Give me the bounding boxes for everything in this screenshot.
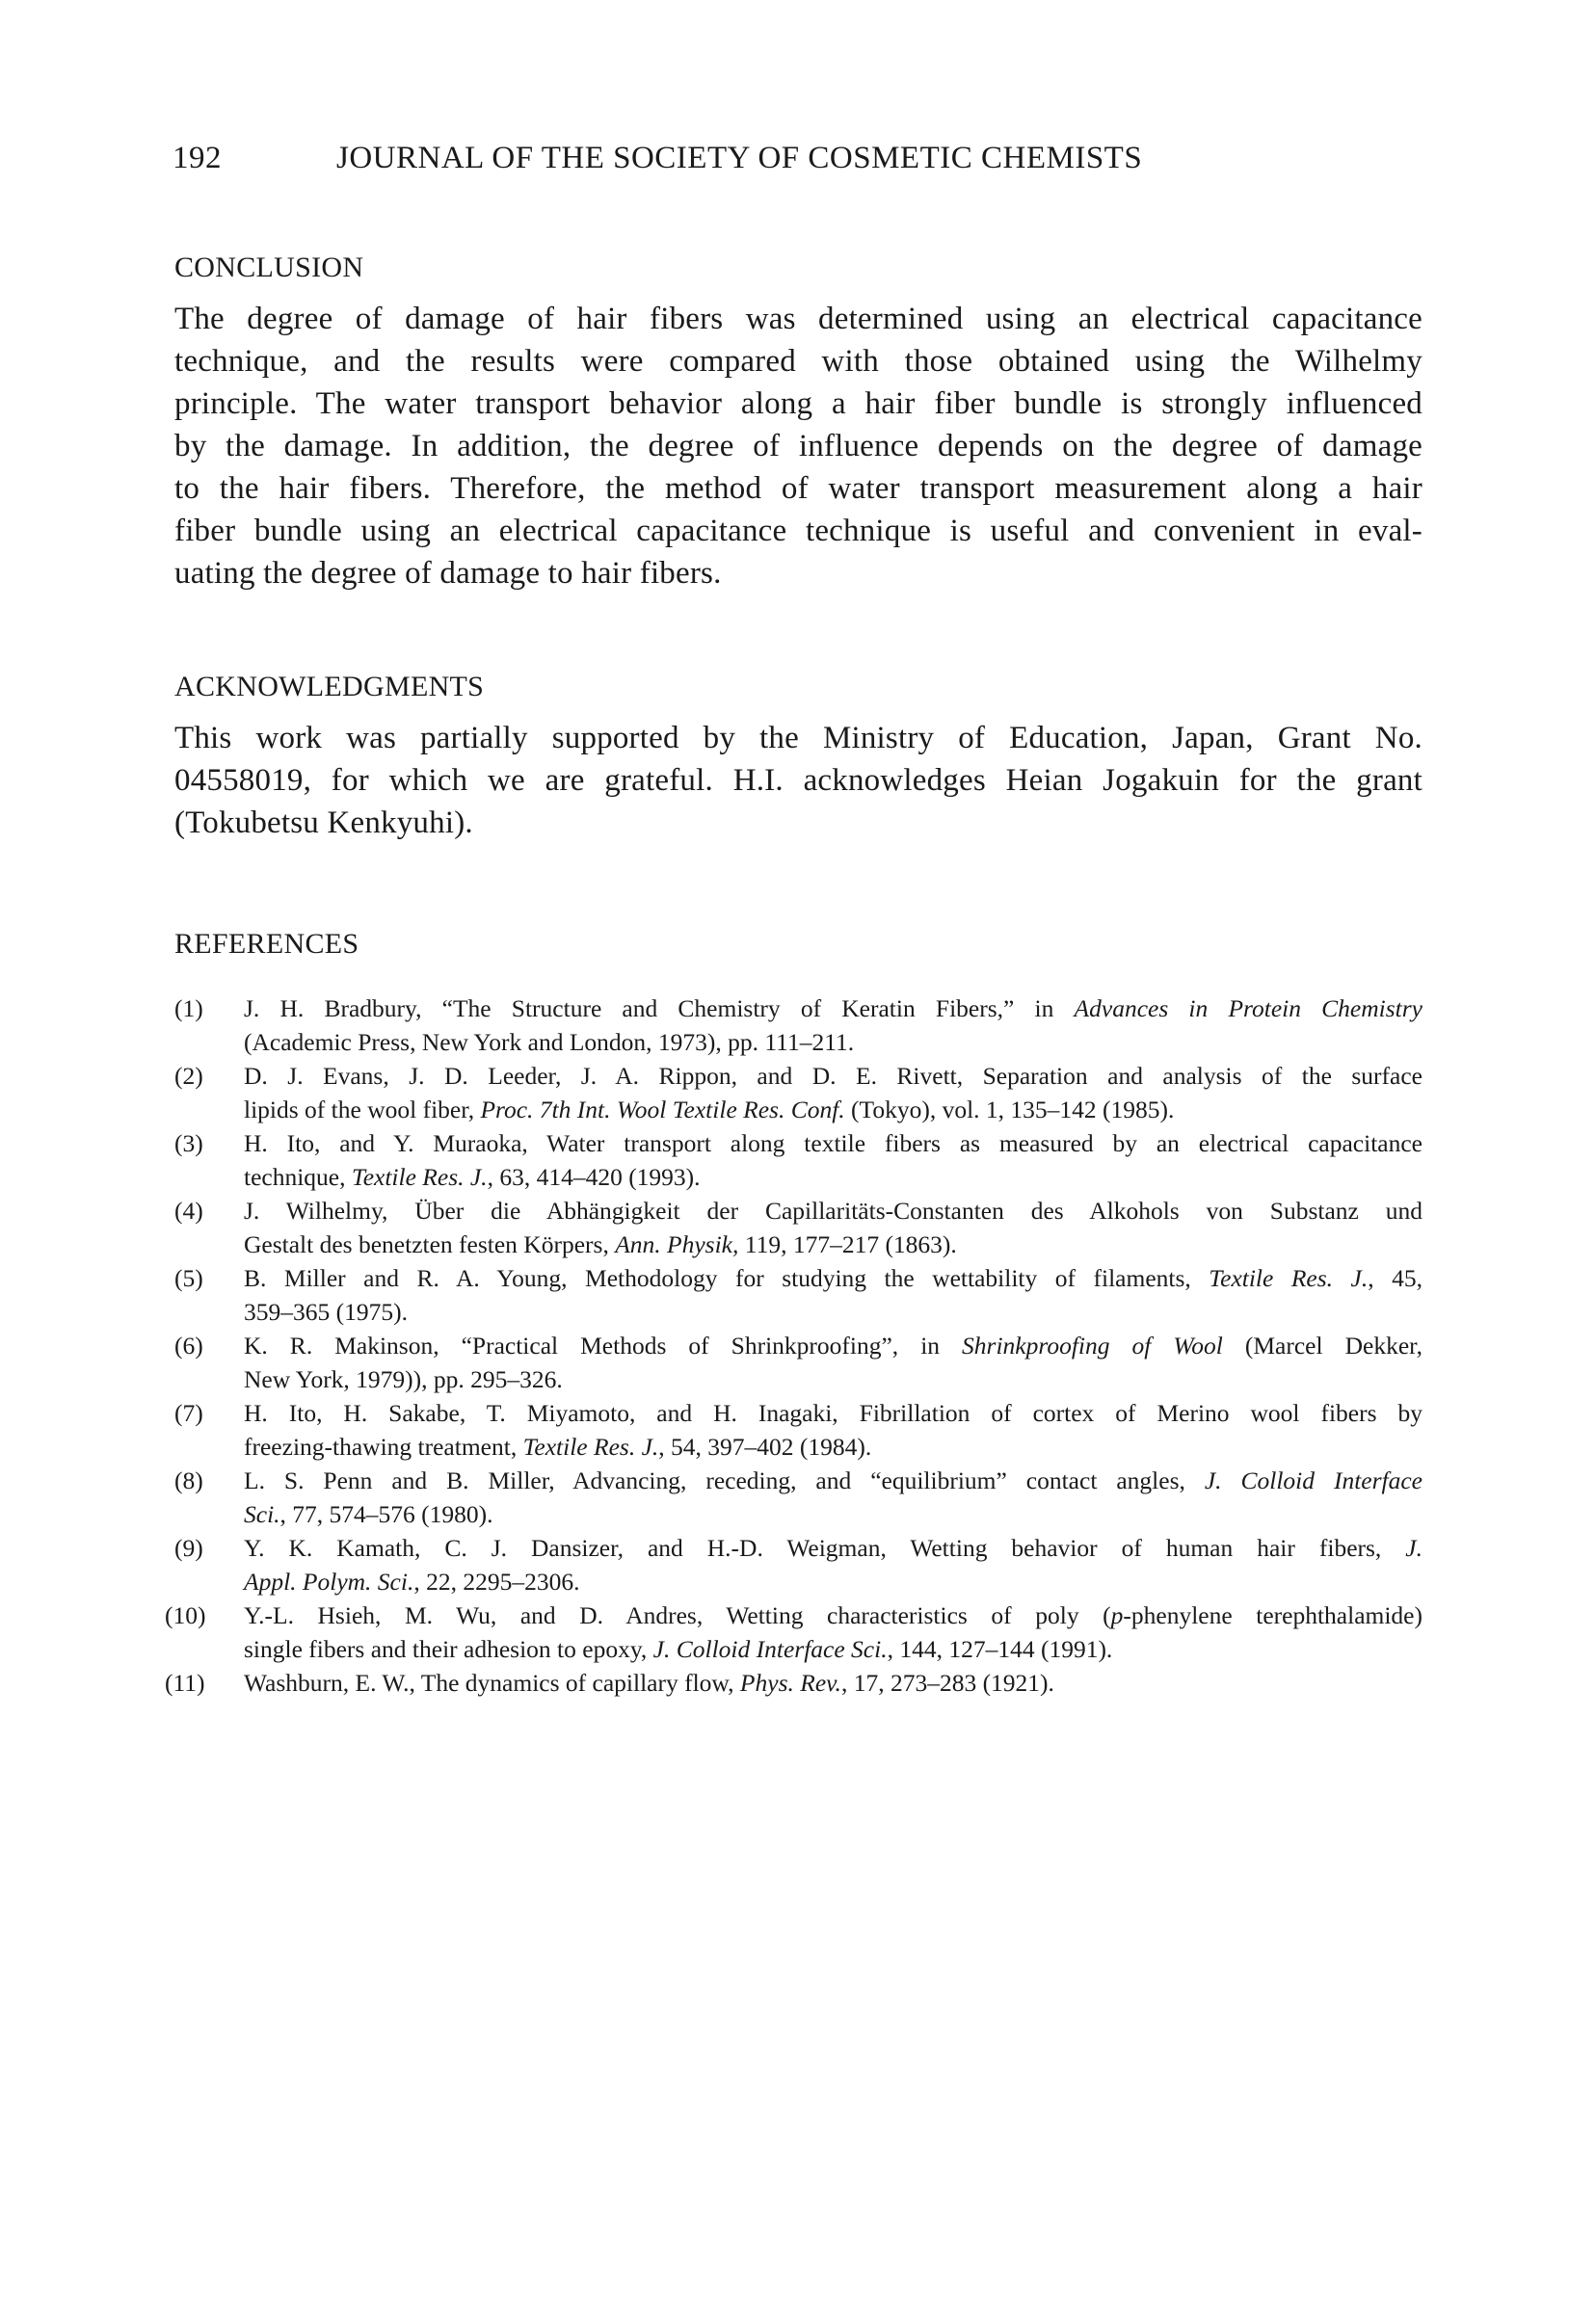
- reference-number: (10): [165, 1601, 206, 1629]
- reference-text: 119, 177–217 (1863).: [738, 1230, 957, 1258]
- reference-number: (8): [174, 1466, 203, 1494]
- reference-line: [244, 1295, 1422, 1329]
- reference-line: [244, 1565, 1422, 1598]
- reference-text: , 63, 414–420 (1993).: [487, 1163, 701, 1191]
- reference-line: [244, 1093, 1422, 1126]
- reference-number: (5): [174, 1264, 203, 1292]
- references-heading: REFERENCES: [174, 928, 359, 960]
- reference-text: J. H. Bradbury, “The Structure and Chemistry of Keratin Fibers,” in: [244, 994, 1075, 1022]
- text-line: The degree of damage of hair fibers was determined using an electrical capacitance: [174, 302, 1422, 336]
- reference-number: (9): [174, 1534, 203, 1562]
- reference-item: [174, 1396, 1422, 1464]
- reference-line: [244, 1025, 1422, 1059]
- reference-text: K. R. Makinson, “Practical Methods of Shrinkproofing”, in: [244, 1332, 963, 1360]
- reference-line: [244, 1430, 1422, 1464]
- reference-italic-text: Phys. Rev.: [739, 1669, 841, 1697]
- acknowledgments-paragraph: [174, 717, 1422, 844]
- reference-text: , 22, 2295–2306.: [413, 1568, 580, 1596]
- reference-italic-text: Ann. Physik,: [615, 1230, 739, 1258]
- page-number: 192: [173, 141, 222, 175]
- conclusion-paragraph: [174, 298, 1422, 594]
- reference-text: technique,: [244, 1163, 352, 1191]
- running-head: [173, 141, 1142, 176]
- reference-line: [244, 1666, 1422, 1700]
- reference-text: New York, 1979)), pp. 295–326.: [244, 1365, 563, 1393]
- reference-text: D. J. Evans, J. D. Leeder, J. A. Rippon, and D. E. Rivett, Separation and analysis of the surface: [244, 1062, 1422, 1090]
- reference-number: (11): [165, 1669, 205, 1697]
- reference-italic-text: J.: [1405, 1534, 1422, 1562]
- reference-line: [244, 1362, 1422, 1396]
- reference-italic-text: Textile Res. J.: [1209, 1264, 1369, 1292]
- reference-text: Y. K. Kamath, C. J. Dansizer, and H.-D. Weigman, Wetting behavior of human hair fibers,: [244, 1534, 1406, 1562]
- reference-text: J. Wilhelmy, Über die Abhängigkeit der Capillaritäts-Constanten des Alkohols von Substanz und: [244, 1197, 1422, 1225]
- reference-line: [244, 1464, 1422, 1497]
- reference-item: [174, 1261, 1422, 1329]
- reference-number: (4): [174, 1197, 203, 1225]
- conclusion-heading: CONCLUSION: [174, 251, 364, 283]
- reference-line: [244, 1228, 1422, 1261]
- text-line: technique, and the results were compared with those obtained using the Wilhelmy: [174, 344, 1422, 379]
- reference-line: [244, 1059, 1422, 1093]
- reference-line: [244, 1126, 1422, 1160]
- reference-line: [244, 1531, 1422, 1565]
- reference-item: [165, 1598, 1422, 1666]
- reference-text: (Marcel Dekker,: [1222, 1332, 1422, 1360]
- reference-text: H. Ito, and Y. Muraoka, Water transport along textile fibers as measured by an electrical capacitance: [244, 1129, 1422, 1157]
- reference-text: Gestalt des benetzten festen Körpers,: [244, 1230, 616, 1258]
- reference-italic-text: J. Colloid Interface: [1204, 1466, 1422, 1494]
- reference-text: L. S. Penn and B. Miller, Advancing, receding, and “equilibrium” contact angles,: [244, 1466, 1205, 1494]
- reference-text: -phenylene terephthalamide): [1123, 1601, 1422, 1629]
- reference-italic-text: Shrinkproofing of Wool: [962, 1332, 1223, 1360]
- reference-item: [174, 1059, 1422, 1126]
- reference-text: Y.-L. Hsieh, M. Wu, and D. Andres, Wetting characteristics of poly (: [244, 1601, 1111, 1629]
- reference-italic-text: J. Colloid Interface Sci.: [652, 1635, 888, 1663]
- reference-italic-text: Textile Res. J.: [351, 1163, 488, 1191]
- reference-text: freezing-thawing treatment,: [244, 1433, 523, 1461]
- reference-italic-text: p: [1110, 1601, 1124, 1629]
- text-line: 04558019, for which we are grateful. H.I. acknowledges Heian Jogakuin for the grant: [174, 763, 1422, 798]
- reference-item: [174, 1464, 1422, 1531]
- reference-italic-text: Sci.: [244, 1500, 280, 1528]
- reference-line: [244, 1632, 1422, 1666]
- text-line: by the damage. In addition, the degree of influence depends on the degree of damage: [174, 429, 1422, 463]
- reference-item: [174, 1194, 1422, 1261]
- journal-title: JOURNAL OF THE SOCIETY OF COSMETIC CHEMISTS: [336, 141, 1143, 175]
- text-line: principle. The water transport behavior along a hair fiber bundle is strongly influenced: [174, 386, 1422, 421]
- reference-number: (1): [174, 994, 203, 1022]
- reference-item: [174, 991, 1422, 1059]
- reference-line: [244, 1160, 1422, 1194]
- reference-text: B. Miller and R. A. Young, Methodology for studying the wettability of filaments,: [244, 1264, 1210, 1292]
- reference-text: (Academic Press, New York and London, 1973), pp. 111–211.: [244, 1028, 855, 1056]
- reference-text: , 77, 574–576 (1980).: [279, 1500, 493, 1528]
- reference-text: single fibers and their adhesion to epoxy,: [244, 1635, 653, 1663]
- reference-italic-text: Proc. 7th Int. Wool Textile Res. Conf.: [480, 1096, 845, 1123]
- reference-item: [174, 1329, 1422, 1396]
- reference-item: [174, 1126, 1422, 1194]
- reference-text: (Tokyo), vol. 1, 135–142 (1985).: [844, 1096, 1175, 1123]
- text-line: fiber bundle using an electrical capacitance technique is useful and convenient in eval-: [174, 514, 1422, 548]
- reference-number: (2): [174, 1062, 203, 1090]
- text-line: This work was partially supported by the Ministry of Education, Japan, Grant No.: [174, 721, 1422, 755]
- reference-line: [244, 1598, 1422, 1632]
- reference-text: , 54, 397–402 (1984).: [658, 1433, 872, 1461]
- reference-number: (7): [174, 1399, 203, 1427]
- reference-text: Washburn, E. W., The dynamics of capillary flow,: [244, 1669, 740, 1697]
- reference-number: (3): [174, 1129, 203, 1157]
- reference-number: (6): [174, 1332, 203, 1360]
- reference-text: lipids of the wool fiber,: [244, 1096, 481, 1123]
- reference-line: [244, 1261, 1422, 1295]
- acknowledgments-heading: ACKNOWLEDGMENTS: [174, 671, 485, 702]
- text-line: uating the degree of damage to hair fibers.: [174, 556, 722, 591]
- reference-text: H. Ito, H. Sakabe, T. Miyamoto, and H. Inagaki, Fibrillation of cortex of Merino wool fibers by: [244, 1399, 1422, 1427]
- reference-text: , 45,: [1368, 1264, 1422, 1292]
- references-list: [165, 991, 1422, 1700]
- reference-line: [244, 1396, 1422, 1430]
- text-line: (Tokubetsu Kenkyuhi).: [174, 805, 473, 840]
- reference-italic-text: Appl. Polym. Sci.: [244, 1568, 414, 1596]
- reference-line: [244, 1497, 1422, 1531]
- reference-line: [244, 991, 1422, 1025]
- text-line: to the hair fibers. Therefore, the method of water transport measurement along a hair: [174, 471, 1422, 506]
- reference-line: [244, 1194, 1422, 1228]
- reference-italic-text: Advances in Protein Chemistry: [1074, 994, 1422, 1022]
- reference-item: [165, 1666, 1422, 1700]
- reference-item: [174, 1531, 1422, 1598]
- reference-text: 359–365 (1975).: [244, 1298, 408, 1326]
- reference-italic-text: Textile Res. J.: [522, 1433, 659, 1461]
- reference-text: , 17, 273–283 (1921).: [840, 1669, 1054, 1697]
- reference-text: , 144, 127–144 (1991).: [887, 1635, 1113, 1663]
- reference-line: [244, 1329, 1422, 1362]
